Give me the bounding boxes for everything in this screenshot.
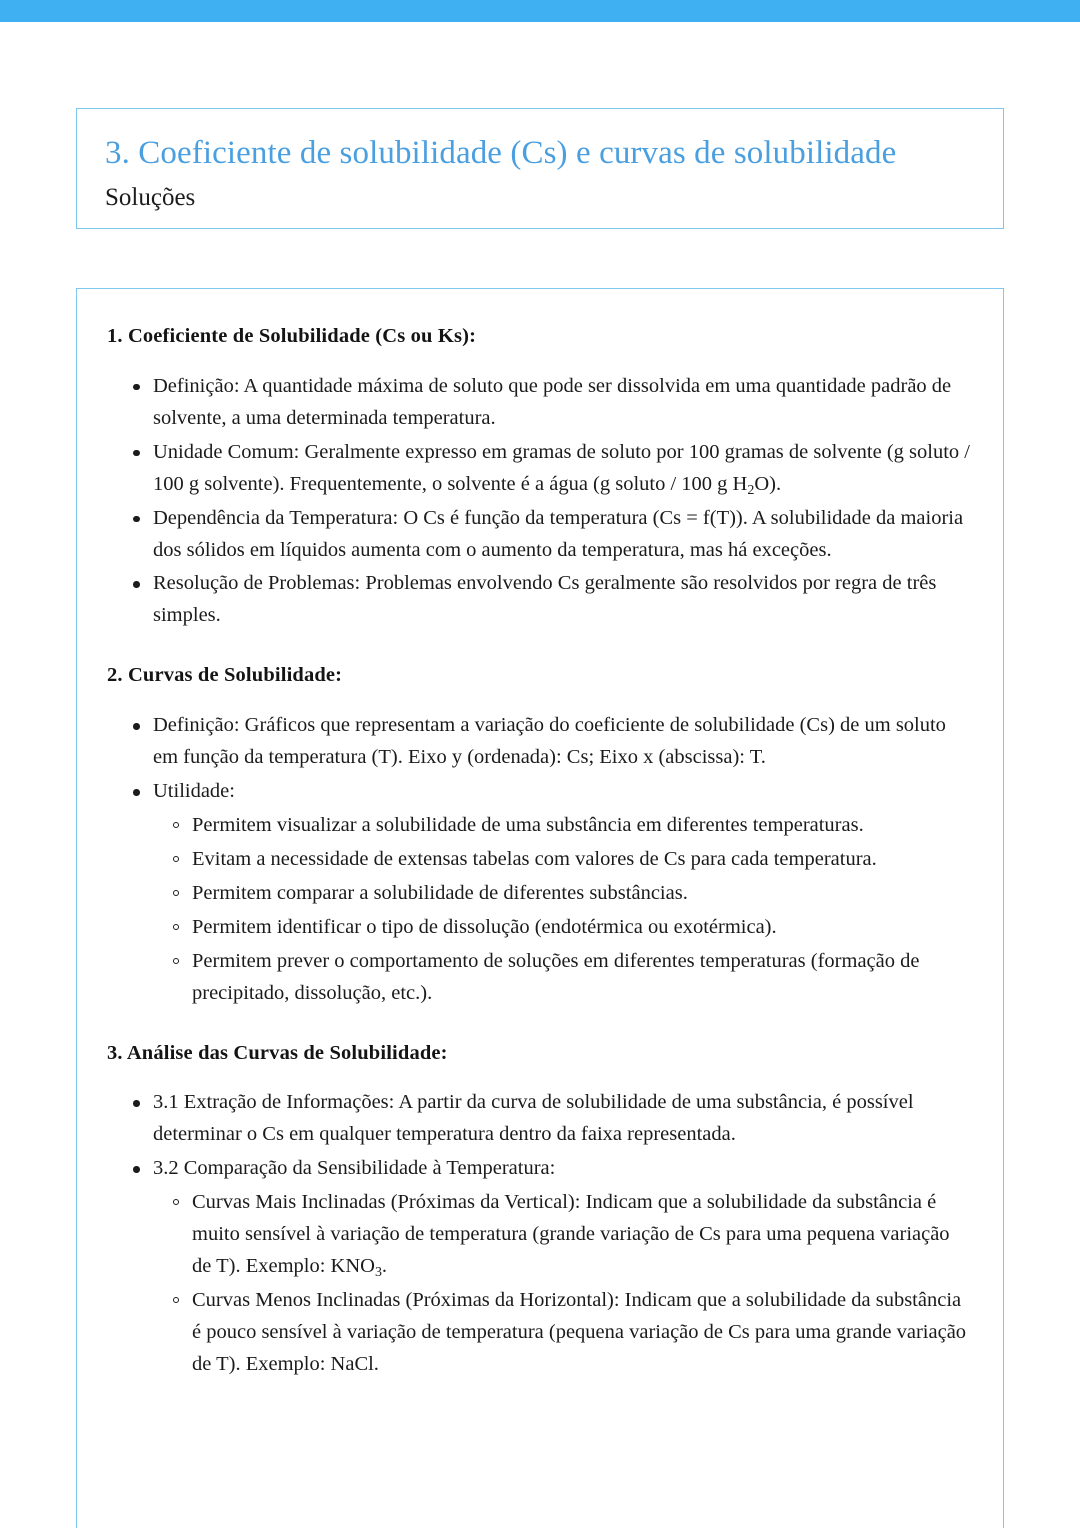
section-heading: 2. Curvas de Solubilidade: xyxy=(107,664,343,687)
sub-bullet-list xyxy=(153,1187,973,1381)
sub-list-item xyxy=(153,810,973,842)
section-curvas-de-solubilidade xyxy=(107,662,973,1009)
section-heading: 3. Análise das Curvas de Solubilidade: xyxy=(107,1041,448,1064)
section-analise-das-curvas xyxy=(107,1040,973,1381)
sub-list-item xyxy=(153,878,973,910)
list-item-text: Resolução de Problemas: Problemas envolvendo Cs geralmente são resolvidos por regra de três simples. xyxy=(153,572,937,627)
list-item-text: Definição: A quantidade máxima de soluto que pode ser dissolvida em uma quantidade padrão de solvente, a uma determinada temperatura. xyxy=(153,374,952,429)
document-content-card xyxy=(76,288,1004,1528)
sub-list-item xyxy=(153,844,973,876)
list-item-text: Unidade Comum: Geralmente expresso em gramas de soluto por 100 gramas de solvente (g soluto / 100 g solvente). Frequentemente, o solvente é a água (g soluto / 100 g $H_2O$). xyxy=(153,440,970,498)
list-item-text: 3.1 Extração de Informações: A partir da curva de solubilidade de uma substância, é possível determinar o Cs em qualquer temperatura dentro da faixa representada. xyxy=(153,1091,914,1146)
bullet-list xyxy=(107,371,973,633)
sub-list-item-text: Permitem prever o comportamento de soluções em diferentes temperaturas (formação de precipitado, dissolução, etc.). xyxy=(192,949,920,1004)
sub-list-item xyxy=(153,912,973,944)
sub-list-item-text: Permitem visualizar a solubilidade de uma substância em diferentes temperaturas. xyxy=(192,814,864,836)
list-item xyxy=(107,710,973,774)
bullet-list xyxy=(107,710,973,1010)
bullet-list xyxy=(107,1087,973,1381)
list-item xyxy=(107,776,973,1010)
sub-list-item-text: Evitam a necessidade de extensas tabelas com valores de Cs para cada temperatura. xyxy=(192,847,877,870)
list-item xyxy=(107,503,973,567)
section-coeficiente-de-solubilidade xyxy=(107,323,973,632)
list-item-text: Dependência da Temperatura: O Cs é função da temperatura (Cs = f(T)). A solubilidade da maioria dos sólidos em líquidos aumenta com o aumento da temperatura, mas há exceções. xyxy=(153,506,964,561)
sub-list-item xyxy=(153,946,973,1010)
list-item xyxy=(107,371,973,435)
sub-list-item xyxy=(153,1187,973,1283)
sub-list-item-text: Curvas Mais Inclinadas (Próximas da Vertical): Indicam que a solubilidade da substância é muito sensível à variação de temperatura (grande variação de Cs para uma pequena variação de T). Exemplo: $KNO_3$. xyxy=(192,1191,950,1281)
page-title: 3. Coeficiente de solubilidade (Cs) e curvas de solubilidade xyxy=(105,135,897,171)
list-item-text: Definição: Gráficos que representam a variação do coeficiente de solubilidade (Cs) de um soluto em função da temperatura (T). Eixo y (ordenada): Cs; Eixo x (abscissa): T. xyxy=(153,714,946,769)
list-item xyxy=(107,437,973,501)
list-item-text: 3.2 Comparação da Sensibilidade à Temperatura: xyxy=(153,1157,556,1180)
list-item-text: Utilidade: xyxy=(153,780,235,803)
list-item xyxy=(107,1153,973,1381)
sub-list-item-text: Permitem comparar a solubilidade de diferentes substâncias. xyxy=(192,881,688,904)
section-heading: 1. Coeficiente de Solubilidade (Cs ou Ks): xyxy=(107,325,477,347)
document-header-card xyxy=(76,108,1004,229)
top-accent-bar xyxy=(0,0,1080,22)
list-item xyxy=(107,568,973,632)
sub-list-item xyxy=(153,1285,973,1381)
sub-list-item-text: Permitem identificar o tipo de dissolução (endotérmica ou exotérmica). xyxy=(192,915,777,938)
sub-list-item-text: Curvas Menos Inclinadas (Próximas da Horizontal): Indicam que a solubilidade da substância é pouco sensível à variação de temperatura (pequena variação de Cs para uma grande variação de T). Exemplo: NaCl. xyxy=(192,1289,967,1376)
page-subtitle: Soluções xyxy=(105,183,196,211)
sub-bullet-list xyxy=(153,810,973,1010)
list-item xyxy=(107,1087,973,1151)
